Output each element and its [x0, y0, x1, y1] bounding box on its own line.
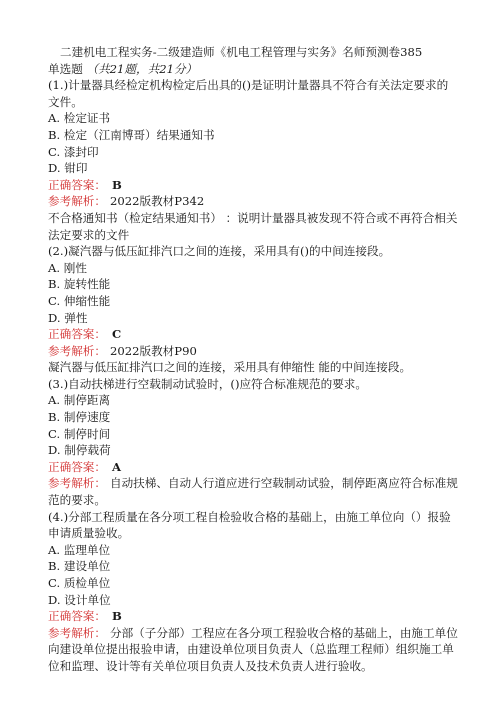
- option-c: C. 漆封印: [48, 144, 99, 159]
- analysis-line: [48, 625, 458, 675]
- document-page: [48, 44, 458, 675]
- option-b: B. 建设单位: [48, 559, 111, 574]
- section-header: [48, 61, 458, 78]
- answer-label: 正确答案：: [48, 327, 106, 342]
- answer-line: [48, 459, 458, 476]
- option-c: C. 质检单位: [48, 576, 111, 590]
- option-d: D. 钳印: [48, 161, 88, 176]
- section-name: 单选题: [48, 61, 83, 76]
- question-4: [48, 509, 458, 675]
- option-a: A. 刚性: [48, 260, 87, 275]
- option-b: B. 检定（江南博哥）结果通知书: [48, 127, 215, 142]
- question-stem: (1.)计量器具经检定机构检定后出具的()是证明计量器具不符合有关法定要求的文件。: [48, 78, 449, 109]
- answer-label: 正确答案：: [48, 459, 106, 474]
- analysis-text: 2022版教材P342: [109, 194, 205, 209]
- analysis-line: [48, 475, 458, 508]
- analysis-detail: 凝汽器与低压缸排汽口之间的连接，采用具有伸缩性 能的中间连接段。: [48, 360, 412, 375]
- analysis-text: 分部（子分部）工程应在各分项工程验收合格的基础上，由施工单位向建设单位提出报验申请，由建设单位项目负责人（总监理工程师）组织施工单位和监理、设计等有关单位项目负责人及技术负责人进行验收。: [48, 625, 458, 673]
- option-d: D. 制停载荷: [48, 443, 111, 458]
- answer-label: 正确答案：: [48, 177, 106, 192]
- analysis-text: 自动扶梯、自动人行道应进行空载制动试验，制停距离应符合标准规范的要求。: [48, 476, 458, 508]
- document-title: 二建机电工程实务-二级建造师《机电工程管理与实务》名师预测卷385: [60, 45, 423, 59]
- question-stem: (2.)凝汽器与低压缸排汽口之间的连接，采用具有()的中间连接段。: [48, 244, 391, 259]
- answer-line: [48, 326, 458, 343]
- question-2: [48, 243, 458, 376]
- option-a: A. 制停距离: [48, 393, 111, 408]
- answer-value: B: [111, 177, 122, 192]
- answer-value: C: [111, 327, 122, 342]
- section-count: （共21题，共21分）: [86, 61, 198, 76]
- option-d: D. 弹性: [48, 310, 88, 325]
- option-b: B. 制停速度: [48, 410, 111, 425]
- question-stem: (4.)分部工程质量在各分项工程自检验收合格的基础上，由施工单位向（）报验申请质量验收。: [48, 509, 451, 541]
- question-stem: (3.)自动扶梯进行空载制动试验时，()应符合标准规范的要求。: [48, 376, 367, 391]
- analysis-label: 参考解析：: [48, 625, 106, 640]
- answer-line: [48, 608, 458, 625]
- option-a: A. 监理单位: [48, 542, 111, 557]
- analysis-line: [48, 343, 458, 360]
- answer-value: B: [111, 609, 122, 624]
- answer-line: [48, 177, 458, 194]
- answer-value: A: [111, 459, 121, 474]
- option-a: A. 检定证书: [48, 111, 111, 126]
- option-c: C. 制停时间: [48, 426, 111, 441]
- analysis-line: [48, 193, 458, 210]
- analysis-detail: 不合格通知书（检定结果通知书） ：说明计量器具被发现不符合或不再符合相关法定要求的文件: [48, 210, 458, 242]
- analysis-label: 参考解析：: [48, 343, 106, 358]
- option-c: C. 伸缩性能: [48, 293, 111, 308]
- option-b: B. 旋转性能: [48, 277, 111, 292]
- analysis-label: 参考解析：: [48, 476, 106, 491]
- analysis-label: 参考解析：: [48, 194, 106, 209]
- question-1: [48, 77, 458, 243]
- analysis-text: 2022版教材P90: [109, 343, 197, 358]
- question-3: [48, 376, 458, 509]
- option-d: D. 设计单位: [48, 592, 111, 607]
- answer-label: 正确答案：: [48, 609, 106, 624]
